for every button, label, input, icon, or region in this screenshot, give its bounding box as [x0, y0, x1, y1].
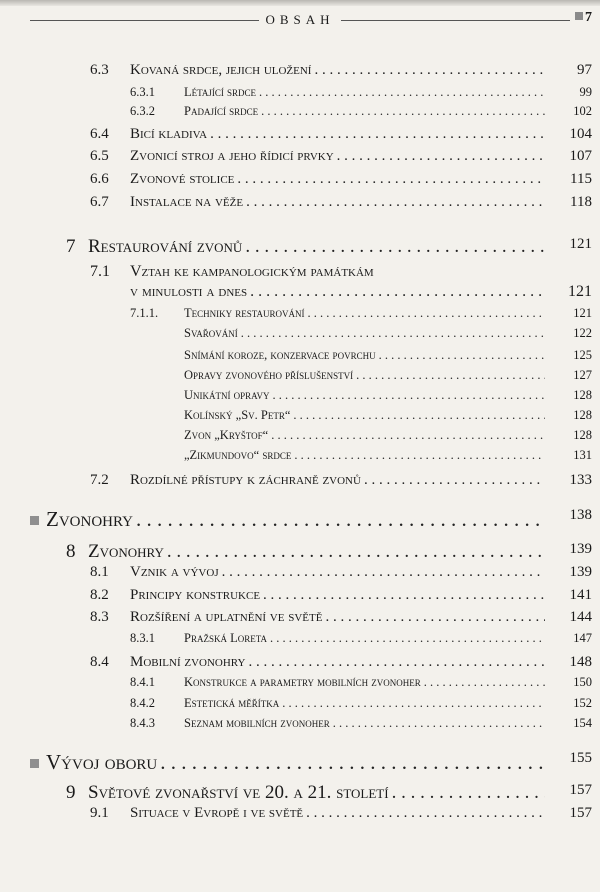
toc-entry-page: 127	[573, 368, 592, 382]
toc-entry-line	[130, 171, 548, 188]
toc-entry-number: 6.3.2	[130, 104, 155, 118]
toc-entry	[0, 104, 600, 126]
leader-dots	[167, 541, 545, 563]
leader-dots	[136, 507, 545, 532]
toc-entry	[0, 750, 600, 772]
scan-edge	[0, 0, 600, 6]
toc-entry-number: 8.1	[90, 564, 109, 580]
toc-entry-number: 8.4.1	[130, 675, 155, 689]
toc-entry-number: 9.1	[90, 805, 109, 821]
toc-entry-page: 104	[569, 126, 592, 142]
toc-entry	[0, 716, 600, 738]
toc-entry-line	[184, 716, 548, 731]
toc-entry-line	[130, 472, 548, 489]
toc-entry-title: Rozdílné přístupy k záchraně zvonů	[130, 472, 361, 488]
leader-dots	[364, 472, 545, 489]
toc-entry-line	[130, 587, 548, 604]
toc-entry-title: Opravy zvonového příslušenství	[184, 368, 354, 382]
toc-entry-title: Snímání koroze, konzervace povrchu	[184, 348, 376, 362]
toc-entry-page: 121	[569, 236, 592, 252]
toc-entry-line	[184, 348, 548, 363]
toc-entry-line	[184, 408, 548, 423]
toc-entry-number: 8.2	[90, 587, 109, 603]
leader-dots	[424, 675, 545, 690]
toc-entry	[0, 62, 600, 84]
toc-entry-page: 139	[569, 541, 592, 557]
toc-entry	[0, 326, 600, 348]
toc-entry	[0, 348, 600, 370]
toc-entry-title: Vztah ke kampanologickým památkám	[130, 263, 374, 280]
leader-dots	[392, 782, 545, 804]
square-bullet-icon	[30, 516, 39, 525]
toc-entry-line	[184, 631, 548, 646]
toc-entry-title: Vznik a vývoj	[130, 564, 219, 580]
toc-entry-line	[130, 564, 548, 581]
toc-entry-line	[184, 326, 548, 341]
toc-entry	[0, 306, 600, 328]
toc-entry-title: Rozšíření a uplatnění ve světě	[130, 609, 323, 625]
toc-entry-line	[184, 675, 548, 690]
toc-entry-title: Konstrukce a parametry mobilních zvonoher	[184, 675, 421, 689]
toc-entry-line	[184, 448, 548, 463]
toc-entry	[0, 587, 600, 609]
toc-entry-number: 8.3.1	[130, 631, 155, 645]
toc-entry-page: 141	[569, 587, 592, 603]
page-number: 7	[575, 10, 592, 26]
toc-entry-title: Zvonohry	[88, 541, 164, 562]
toc-entry-number: 7.2	[90, 472, 109, 488]
toc-entry	[0, 472, 600, 494]
leader-dots	[271, 428, 545, 443]
toc-entry-title: Padající srdce	[184, 104, 259, 118]
toc-entry	[0, 408, 600, 430]
toc-entry-title: Kovaná srdce, jejich uložení	[130, 62, 312, 78]
toc-entry-number: 8.4.3	[130, 716, 155, 730]
toc-entry	[0, 263, 600, 300]
toc-entry-title: Unikátní opravy	[184, 388, 270, 402]
toc-entry-title: Restaurování zvonů	[88, 236, 243, 257]
toc-entry-title: Zvonové stolice	[130, 171, 235, 187]
leader-dots	[356, 368, 545, 383]
leader-dots	[273, 388, 546, 403]
toc-entry-number: 7.1	[90, 263, 110, 280]
toc-entry-title: Estetická měřítka	[184, 696, 280, 710]
toc-entry	[0, 428, 600, 450]
toc-entry	[0, 148, 600, 170]
leader-dots	[263, 587, 545, 604]
leader-dots	[333, 716, 545, 731]
toc-entry	[0, 805, 600, 827]
toc-entry-page: 121	[573, 306, 592, 320]
leader-dots	[248, 654, 545, 671]
leader-dots	[314, 62, 545, 79]
toc-entry-line	[130, 609, 548, 626]
toc-entry	[0, 171, 600, 193]
toc-entry-number: 8.4.2	[130, 696, 155, 710]
leader-dots	[293, 408, 545, 423]
toc-entry-title: Světové zvonařství ve 20. a 21. století	[88, 782, 389, 803]
toc-entry-page: 121	[568, 283, 592, 300]
toc-entry-line	[88, 782, 548, 804]
leader-dots	[261, 104, 545, 119]
toc-entry	[0, 541, 600, 563]
toc-entry-title: Bicí kladiva	[130, 126, 208, 142]
toc-entry	[0, 631, 600, 653]
toc-entry-line	[130, 126, 548, 143]
toc-entry-line	[88, 541, 548, 563]
toc-entry-number: 6.3.1	[130, 85, 155, 99]
toc-entry-page: 107	[569, 148, 592, 164]
toc-entry-title: Seznam mobilních zvonoher	[184, 716, 330, 730]
toc-entry-number: 9	[66, 782, 76, 803]
toc-entry-line	[46, 750, 548, 775]
leader-dots	[222, 564, 545, 581]
leader-dots	[237, 171, 545, 188]
toc-entry-page: 150	[573, 675, 592, 689]
toc-entry-title: Mobilní zvonohry	[130, 654, 246, 670]
toc-entry-number: 8.4	[90, 654, 109, 670]
header-title: OBSAH	[30, 12, 570, 28]
toc-entry-line	[184, 696, 548, 711]
leader-dots	[259, 85, 545, 100]
toc-entry-title: Zvon „Kryštof“	[184, 428, 269, 442]
leader-dots	[282, 696, 545, 711]
toc-entry-page: 144	[569, 609, 592, 625]
toc-entry-page: 97	[577, 62, 592, 78]
toc-entry-title: Zvonohry	[46, 507, 133, 531]
toc-entry	[0, 696, 600, 718]
leader-dots	[294, 448, 545, 463]
toc-entry-number: 6.3	[90, 62, 109, 78]
toc-entry-page: 122	[573, 326, 592, 340]
toc-entry-page: 128	[573, 408, 592, 422]
toc-entry-line	[184, 368, 548, 383]
toc-entry-number: 8	[66, 541, 76, 562]
leader-dots	[241, 326, 545, 341]
leader-dots	[246, 194, 545, 211]
toc-entry-page: 118	[570, 194, 592, 210]
toc-entry-number: 6.6	[90, 171, 109, 187]
toc-entry-number: 7.1.1.	[130, 306, 159, 320]
leader-dots	[308, 306, 545, 321]
toc-entry-line	[130, 654, 548, 671]
toc-entry-page: 99	[579, 85, 592, 99]
leader-dots	[210, 126, 545, 143]
toc-entry-page: 102	[573, 104, 592, 118]
toc-entry-line	[184, 85, 548, 100]
toc-entry-title: Instalace na věže	[130, 194, 244, 210]
toc-entry-page: 147	[573, 631, 592, 645]
toc-entry-line	[130, 148, 548, 165]
toc-entry-title: Kolínský „Sv. Petr“	[184, 408, 291, 422]
toc-entry-title: Létající srdce	[184, 85, 257, 99]
toc-entry-number: 8.3	[90, 609, 109, 625]
toc-entry	[0, 654, 600, 676]
toc-entry-title: Pražská Loreta	[184, 631, 267, 645]
toc-entry-line	[46, 507, 548, 532]
toc-entry-line	[184, 306, 548, 321]
toc-entry-line	[130, 283, 548, 301]
toc-entry-title: „Zikmundovo“ srdce	[184, 448, 292, 462]
toc-entry-number: 6.4	[90, 126, 109, 142]
leader-dots	[245, 236, 545, 258]
toc-entry-page: 157	[569, 782, 592, 798]
leader-dots	[325, 609, 545, 626]
toc-entry-page: 148	[569, 654, 592, 670]
toc-entry-line	[130, 805, 548, 822]
toc-entry-title: Svařování	[184, 326, 238, 340]
toc-entry	[0, 609, 600, 631]
toc-entry	[0, 675, 600, 697]
toc-entry-title: Techniky restaurování	[184, 306, 305, 320]
toc-entry	[0, 507, 600, 529]
toc-entry-line	[184, 104, 548, 119]
toc-entry-line	[130, 62, 548, 79]
toc-entry	[0, 368, 600, 390]
toc-entry	[0, 194, 600, 216]
toc-entry-line	[184, 428, 548, 443]
toc-entry	[0, 564, 600, 586]
toc-entry-title: Situace v Evropě i ve světě	[130, 805, 304, 821]
toc-entry-line	[184, 388, 548, 403]
toc-entry-page: 131	[573, 448, 592, 462]
toc-entry-number: 6.5	[90, 148, 109, 164]
toc-entry-page: 125	[573, 348, 592, 362]
toc-entry	[0, 448, 600, 470]
square-bullet-icon	[30, 759, 39, 768]
running-header	[30, 8, 592, 30]
leader-dots	[270, 631, 545, 646]
leader-dots	[160, 750, 545, 775]
toc-entry-page: 138	[569, 507, 592, 523]
toc-entry-title: Vývoj oboru	[46, 750, 158, 774]
toc-entry-page: 128	[573, 388, 592, 402]
toc-entry-page: 155	[569, 750, 592, 766]
leader-dots	[337, 148, 545, 165]
toc-entry-title: Principy konstrukce	[130, 587, 261, 603]
toc-entry	[0, 126, 600, 148]
toc-entry-page: 152	[573, 696, 592, 710]
toc-entry-title-continuation: v minulosti a dnes	[130, 283, 248, 300]
leader-dots	[250, 283, 545, 301]
square-bullet-icon	[575, 12, 583, 20]
toc-entry-page: 133	[569, 472, 592, 488]
toc-entry-page: 115	[570, 171, 592, 187]
toc-entry-page: 139	[569, 564, 592, 580]
toc-entry-line	[130, 194, 548, 211]
toc-entry-line	[88, 236, 548, 258]
toc-entry	[0, 236, 600, 258]
toc-entry-page: 157	[569, 805, 592, 821]
toc-entry-page: 128	[573, 428, 592, 442]
toc-entry-number: 7	[66, 236, 76, 257]
toc-entry-page: 154	[573, 716, 592, 730]
toc-entry	[0, 388, 600, 410]
toc-entry	[0, 782, 600, 804]
toc-entry-title: Zvonicí stroj a jeho řídicí prvky	[130, 148, 334, 164]
toc-entry-number: 6.7	[90, 194, 109, 210]
leader-dots	[379, 348, 545, 363]
leader-dots	[306, 805, 545, 822]
